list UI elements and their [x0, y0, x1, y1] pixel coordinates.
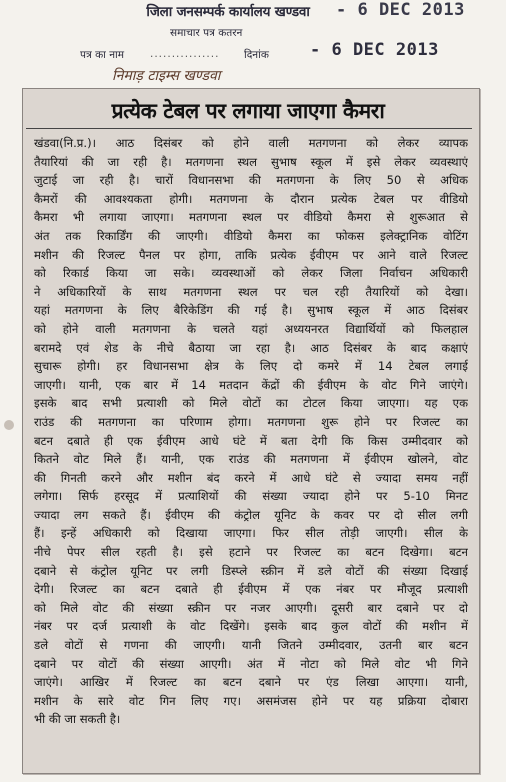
- article-line: दबाने पर वोटों की संख्या आएगी। अंत में नोटा को मिले वोट भी गिने: [34, 656, 468, 671]
- article-line: को होने वाली मतगणना के चलते यहां अध्ययनरत विद्यार्थियों को फिलहाल: [34, 321, 468, 336]
- date-stamp: - 6 DEC 2013: [310, 40, 439, 60]
- article-line: इसके बाद सभी प्रत्याशी को मिले वोटों का टोटल किया जाएगा। यह एक: [34, 396, 468, 411]
- paper-name-dots: ................: [150, 48, 220, 60]
- article-line: जाएंगे। आखिर में रिजल्ट का बटन दबाने पर एंड लिखा आएगा। यानी,: [34, 675, 468, 690]
- article-line: नंबर पर दर्ज प्रत्याशी के वोट दिखेंगे। इसके बाद कुल वोटों की मशीन में: [34, 619, 468, 634]
- article-line: अंत तक रिकार्डिंग की जाएगी। वीडियो कैमरा का फोकस इलेक्ट्रानिक वोटिंग: [34, 228, 468, 243]
- headline-divider: [26, 128, 472, 129]
- article-line: खंडवा(नि.प्र.)। आठ दिसंबर को होने वाली मतगणना को लेकर व्यापक: [34, 136, 468, 150]
- article-line: कितने वोट मिले हैं। यानी, एक राउंड की मतगणना में ईवीएम खोलने, वोट: [34, 452, 468, 467]
- article-line: मशीन के सारे वोट गिन लिए गए। असमंजस होने पर यह प्रक्रिया दोबारा: [34, 693, 468, 708]
- office-header: जिला जनसम्पर्क कार्यालय खण्डवा: [146, 4, 310, 20]
- article-line: सुचारू होगी। हर विधानसभा क्षेत्र के लिए दो कमरे में 14 टेबल लगाई: [34, 359, 468, 374]
- article-line: दबाने से कंट्रोल यूनिट पर लगी डिस्प्ले स्क्रीन में डले वोटों की संख्या दिखाई: [34, 563, 468, 578]
- article-line: डले वोटों से गणना की जाएगी। यानी जितने उम्मीदवार, उतनी बार बटन: [34, 638, 468, 653]
- article-line: भी की जा सकती है।: [34, 712, 121, 727]
- article-line: ने अधिकारियों के साथ मतगणना स्थल पर चल रही तैयारियों को देखा।: [34, 284, 468, 299]
- article-line: कैमरों की आवश्यकता होगी। मतगणना के दौरान प्रत्येक टेबल पर वीडियो: [34, 191, 468, 206]
- article-line: ज्यादा लग सकते हैं। ईवीएम की कंट्रोल यूनिट के कवर पर दो सील लगी: [34, 507, 468, 522]
- article-body: [34, 134, 468, 766]
- article-line: यहां मतगणना के लिए बैरिकेडिंग की गई है। सुभाष स्कूल में आठ दिसंबर: [34, 303, 468, 318]
- article-line: को रिकार्ड किया जा सके। व्यवस्थाओं को लेकर जिला निर्वाचन अधिकारी: [34, 266, 468, 281]
- article-line: बटन दबाते ही एक ईवीएम आधे घंटे में बता देगी कि किस उम्मीदवार को: [34, 433, 468, 448]
- article-line: की गिनती करने और मशीन बंद करने में आधे घंटे से ज्यादा समय नहीं: [34, 470, 468, 485]
- article-line: तैयारियां की जा रही है। मतगणना स्थल सुभाष स्कूल में इसे लेकर व्यवस्थाएं: [34, 154, 468, 169]
- article-line: लगेगा। सिर्फ हरसूद में प्रत्याशियों की संख्या ज्यादा होने पर 5-10 मिनट: [34, 489, 468, 504]
- article-headline: प्रत्येक टेबल पर लगाया जाएगा कैमरा: [111, 99, 385, 123]
- article-line: जुटाई जा रही है। चारों विधानसभा की मतगणना के लिए 50 से अधिक: [34, 173, 468, 188]
- clipping-subtitle: समाचार पत्र कतरन: [170, 27, 243, 39]
- article-line: जाएगी। यानी, एक बार में 14 मतदान केंद्रों की ईवीएम के वोट गिने जाएंगे।: [34, 377, 468, 392]
- paper-name-label: पत्र का नाम: [80, 49, 125, 61]
- article-line: हैं। इन्हें अधिकारी को दिखाया जाएगा। फिर सील तोड़ी जाएगी। सील के: [34, 526, 468, 541]
- article-line: नीचे पेपर सील रहती है। इसे हटाने पर रिजल्ट का बटन दिखेगा। बटन: [34, 545, 468, 560]
- article-line: देगी। रिजल्ट का बटन दबाते ही ईवीएम में एक नंबर पर मौजूद प्रत्याशी: [34, 582, 468, 597]
- date-label: दिनांक: [244, 49, 269, 61]
- handwritten-paper-name: निमाड़ टाइम्स खण्डवा: [112, 68, 221, 84]
- article-line: कैमरा भी लगाया जाएगा। मतगणना स्थल पर वीडियो कैमरा से शुरूआत से: [34, 210, 468, 225]
- article-line: राउंड की मतगणना का परिणाम होगा। मतगणना शुरू होने पर रिजल्ट का: [34, 414, 468, 429]
- margin-mark: [4, 420, 14, 430]
- article-line: बरामदे एवं शेड के नीचे बैठाया जा रहा है। आठ दिसंबर के बाद कक्षाएं: [34, 340, 468, 355]
- date-stamp-top: - 6 DEC 2013: [336, 0, 465, 20]
- article-line: को मिले वोट की संख्या स्क्रीन पर नजर आएगी। दूसरी बार दबाने पर दो: [34, 600, 468, 615]
- article-line: मशीन की रिजल्ट पैनल पर होगा, ताकि प्रत्येक ईवीएम पर आने वाले रिजल्ट: [34, 247, 468, 262]
